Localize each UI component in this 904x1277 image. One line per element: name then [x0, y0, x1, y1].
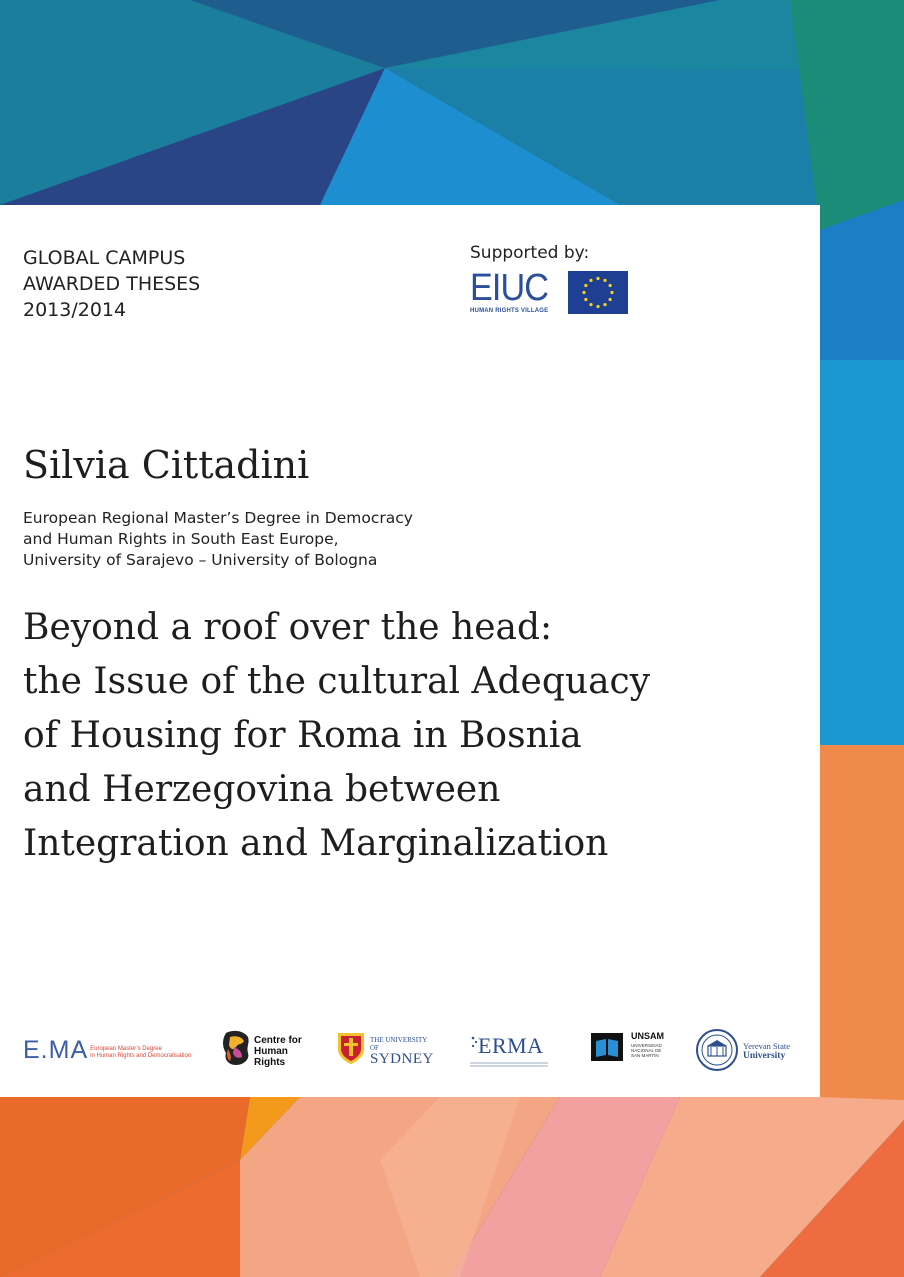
chr-wordmark [254, 1035, 310, 1068]
program-description [23, 508, 413, 571]
eu-star-icon [596, 277, 599, 280]
series-line-3: 2013/2014 [23, 299, 127, 321]
eu-star-icon [603, 279, 606, 282]
erma-logo [470, 1033, 550, 1069]
unsam-book-icon [591, 1033, 623, 1061]
centre-for-human-rights-logo [220, 1029, 310, 1069]
chr-line-2: Human Rights [254, 1046, 288, 1068]
program-line-2: and Human Rights in South East Europe, [23, 530, 339, 548]
sydney-wordmark [370, 1036, 436, 1067]
unsam-line-2: NACIONAL DE [631, 1048, 662, 1053]
eiuc-subtitle: HUMAN RIGHTS VILLAGE [470, 308, 549, 314]
sydney-line-1: THE UNIVERSITY OF [370, 1036, 428, 1052]
series-line-1: GLOBAL CAMPUS [23, 247, 186, 269]
yerevan-line-1: Yerevan State [743, 1041, 791, 1051]
university-of-sydney-crest-icon [336, 1031, 366, 1065]
ema-subtitle-line-1: European Master’s Degree [90, 1046, 162, 1052]
unsam-line-1: UNIVERSIDAD [631, 1043, 662, 1048]
title-line-4: and Herzegovina between [23, 769, 501, 810]
eu-star-icon [589, 279, 592, 282]
chr-line-1: Centre for [254, 1035, 302, 1046]
ema-wordmark: E.MA [23, 1036, 89, 1064]
program-line-3: University of Sarajevo – University of Bologna [23, 551, 378, 569]
title-line-2: the Issue of the cultural Adequacy [23, 661, 651, 702]
unsam-wordmark: UNSAM [631, 1031, 664, 1041]
cover-panel [0, 205, 820, 1097]
unsam-line-3: SAN MARTÍN [631, 1053, 659, 1058]
eu-flag-icon [568, 271, 628, 314]
supported-by-label: Supported by: [470, 243, 590, 263]
erma-underline-icon [470, 1061, 548, 1069]
author-name: Silvia Cittadini [23, 443, 310, 487]
title-line-1: Beyond a roof over the head: [23, 607, 553, 648]
eu-star-icon [584, 298, 587, 301]
university-of-sydney-logo [336, 1031, 436, 1067]
eiuc-wordmark: EIUC [470, 267, 549, 309]
eu-star-icon [609, 284, 612, 287]
yerevan-state-university-logo [696, 1029, 796, 1071]
erma-wordmark: ERMA [478, 1033, 544, 1058]
title-line-3: of Housing for Roma in Bosnia [23, 715, 582, 756]
yerevan-line-2: University [743, 1051, 786, 1061]
ema-subtitle [90, 1046, 191, 1060]
eu-star-icon [596, 305, 599, 308]
partner-logos [0, 1023, 820, 1073]
title-line-5: Integration and Marginalization [23, 823, 609, 864]
unsam-logo [591, 1031, 681, 1069]
eu-star-icon [609, 298, 612, 301]
series-label [23, 245, 200, 323]
eu-star-icon [603, 303, 606, 306]
yerevan-wordmark [743, 1041, 790, 1061]
centre-for-human-rights-logo-icon [220, 1029, 252, 1067]
eu-star-icon [582, 291, 585, 294]
eiuc-logo [470, 269, 554, 317]
thesis-title [23, 601, 650, 871]
sydney-line-2: SYDNEY [370, 1051, 434, 1067]
eu-star-icon [610, 291, 613, 294]
yerevan-state-university-seal-icon [696, 1029, 738, 1071]
eu-star-icon [584, 284, 587, 287]
unsam-subtitle [631, 1043, 662, 1058]
eu-star-icon [589, 303, 592, 306]
program-line-1: European Regional Master’s Degree in Democracy [23, 509, 413, 527]
ema-subtitle-line-2: in Human Rights and Democratisation [90, 1053, 192, 1059]
ema-logo [23, 1035, 191, 1065]
series-line-2: AWARDED THESES [23, 273, 201, 295]
